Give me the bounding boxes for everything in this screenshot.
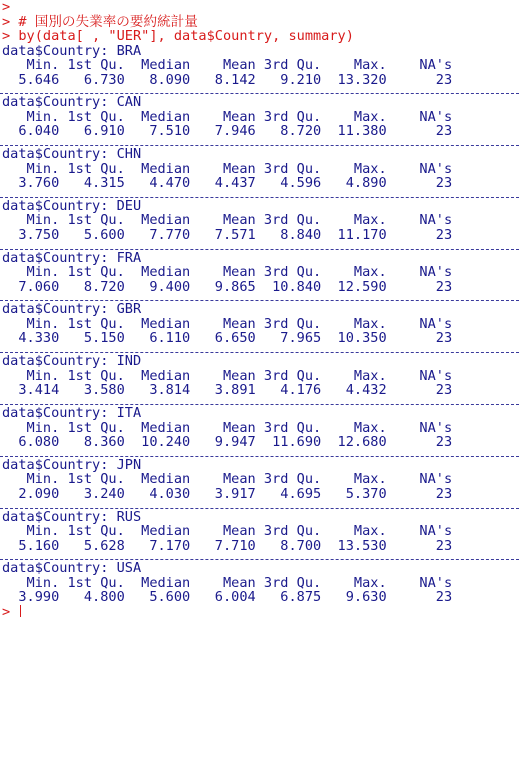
stats-values-row: 7.060 8.720 9.400 9.865 10.840 12.590 23 — [2, 278, 453, 295]
summary-group — [0, 406, 519, 457]
summary-group — [0, 458, 519, 509]
group-label: data$Country: BRA — [2, 42, 142, 59]
stats-header-row: Min. 1st Qu. Median Mean 3rd Qu. Max. NA's — [2, 315, 453, 332]
prompt-symbol: > — [2, 603, 19, 620]
stats-header-row: Min. 1st Qu. Median Mean 3rd Qu. Max. NA's — [2, 471, 453, 488]
summary-group — [0, 44, 519, 95]
stats-values-row: 3.414 3.580 3.814 3.891 4.176 4.432 23 — [2, 382, 453, 399]
stats-values-row: 5.160 5.628 7.170 7.710 8.700 13.530 23 — [2, 537, 453, 554]
stats-values-row: 6.040 6.910 7.510 7.946 8.720 11.380 23 — [2, 123, 453, 140]
command-line: > by(data[ , "UER"], data$Country, summary) — [2, 28, 354, 44]
stats-header-row: Min. 1st Qu. Median Mean 3rd Qu. Max. NA's — [2, 367, 453, 384]
stats-values-row: 2.090 3.240 4.030 3.917 4.695 5.370 23 — [2, 485, 453, 502]
summary-group — [0, 95, 519, 146]
stats-header-row: Min. 1st Qu. Median Mean 3rd Qu. Max. NA's — [2, 574, 453, 591]
stats-header-row: Min. 1st Qu. Median Mean 3rd Qu. Max. NA's — [2, 212, 453, 229]
stats-header-row: Min. 1st Qu. Median Mean 3rd Qu. Max. NA's — [2, 57, 453, 73]
comment-line: > # 国別の失業率の要約統計量 — [2, 13, 198, 30]
group-label: data$Country: USA — [2, 560, 142, 577]
group-label: data$Country: GBR — [2, 301, 142, 318]
group-label: data$Country: IND — [2, 353, 142, 370]
group-label: data$Country: JPN — [2, 456, 142, 473]
group-label: data$Country: FRA — [2, 249, 142, 266]
group-label: data$Country: CHN — [2, 146, 142, 163]
input-prompt-line[interactable] — [0, 605, 519, 620]
stats-header-row: Min. 1st Qu. Median Mean 3rd Qu. Max. NA's — [2, 523, 453, 540]
summary-output — [0, 44, 519, 605]
stats-values-row: 3.750 5.600 7.770 7.571 8.840 11.170 23 — [2, 226, 453, 243]
stats-header-row: Min. 1st Qu. Median Mean 3rd Qu. Max. NA's — [2, 264, 453, 281]
stats-values-row: 3.990 4.800 5.600 6.004 6.875 9.630 23 — [2, 589, 453, 606]
summary-group — [0, 199, 519, 250]
stats-values-row: 5.646 6.730 8.090 8.142 9.210 13.320 23 — [2, 71, 453, 88]
summary-group — [0, 251, 519, 302]
group-label: data$Country: RUS — [2, 508, 142, 525]
empty-prompt-line: > — [2, 0, 11, 15]
group-label: data$Country: CAN — [2, 94, 142, 111]
summary-group — [0, 302, 519, 353]
stats-values-row: 4.330 5.150 6.110 6.650 7.965 10.350 23 — [2, 330, 453, 347]
group-label: data$Country: ITA — [2, 405, 142, 422]
text-cursor — [20, 605, 21, 617]
stats-values-row: 3.760 4.315 4.470 4.437 4.596 4.890 23 — [2, 175, 453, 192]
summary-group — [0, 147, 519, 198]
summary-group — [0, 561, 519, 605]
summary-group — [0, 354, 519, 405]
stats-header-row: Min. 1st Qu. Median Mean 3rd Qu. Max. NA's — [2, 108, 453, 125]
group-label: data$Country: DEU — [2, 197, 142, 214]
summary-group — [0, 510, 519, 561]
stats-header-row: Min. 1st Qu. Median Mean 3rd Qu. Max. NA's — [2, 419, 453, 436]
stats-values-row: 6.080 8.360 10.240 9.947 11.690 12.680 23 — [2, 434, 453, 451]
stats-header-row: Min. 1st Qu. Median Mean 3rd Qu. Max. NA's — [2, 160, 453, 177]
